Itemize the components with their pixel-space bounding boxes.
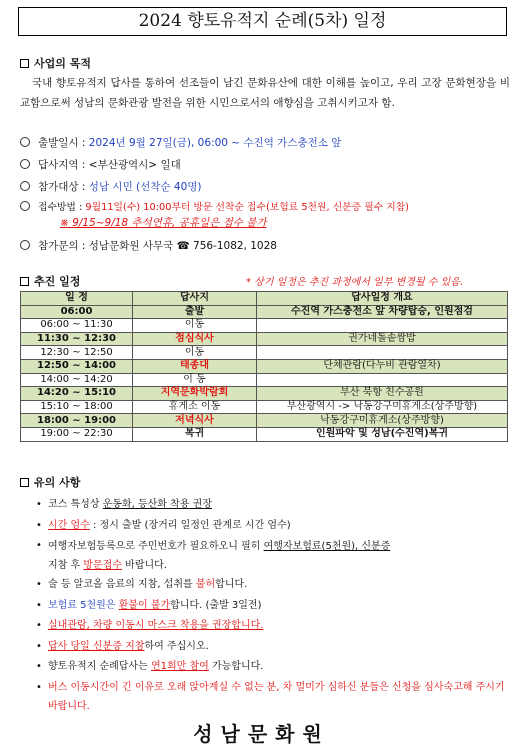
table-row: 19:00 ~ 22:30 복귀 인원파악 및 성남(수진역)복귀 <box>21 427 508 441</box>
list-item: • 버스 이동시간이 긴 이유로 오래 앉아계실 수 없는 분, 차 멀미가 심하신 분들은 신청을 심사숙고해 주시기 바랍니다. <box>36 678 506 716</box>
list-item: • 보험료 5천원은 환불이 불가합니다. (출발 3일전) <box>36 596 506 617</box>
list-item: • 시간 엄수 : 정시 출발 (장거리 일정인 관계로 시간 엄수) <box>36 516 506 537</box>
apply-row: 접수방법 : 9월11일(수) 10:00부터 방문 선착순 접수(보험료 5천원, 신분증 필수 지참) <box>20 199 515 213</box>
column-header: 답사일정 개요 <box>257 292 508 306</box>
checkbox-square-icon <box>20 478 29 487</box>
schedule-remark: * 상기 일정은 추진 과정에서 일부 변경될 수 있음. <box>246 277 464 288</box>
table-row: 14:20 ~ 15:10 지역문화박람회 부산 북항 친수공원 <box>21 387 508 401</box>
purpose-text: 국내 향토유적지 답사를 통하여 선조들이 남긴 문화유산에 대한 이해를 높이고, 우리 고장 문화현장을 비교함으로써 성남의 문화관광 발전을 위한 시민으로서의 애향심을 고취시키고자 함. <box>20 77 510 109</box>
schedule-heading <box>20 273 80 289</box>
table-row: 15:10 ~ 18:00 휴게소 이동 부산광역시 -> 낙동강구미휴게소(상주방향) <box>21 400 508 414</box>
checkbox-square-icon <box>20 59 29 68</box>
schedule-heading-label: 추진 일정 <box>34 275 81 288</box>
table-row: 06:00 ~ 11:30 이동 <box>21 319 508 333</box>
organization-footer: 성남문화원 <box>193 722 330 746</box>
list-item: • 여행자보험등록으로 주민번호가 필요하오니 필히 여행자보험료(5천원), 신분증 지참 후 방문접수 바랍니다. <box>36 536 506 575</box>
circle-bullet-icon <box>20 240 30 250</box>
target-row: 참가대상 : 성남 시민 (선착순 40명) <box>20 179 515 194</box>
table-row: 12:30 ~ 12:50 이동 <box>21 346 508 360</box>
table-row: 14:00 ~ 14:20 이 동 <box>21 373 508 387</box>
purpose-heading <box>20 55 91 71</box>
list-item: • 향토유적지 순례답사는 연1회만 참여 가능합니다. <box>36 657 506 678</box>
region-row: 답사지역 : <부산광역시> 일대 <box>20 157 515 172</box>
depart-row: 출발일시 : 2024년 9월 27일(금), 06:00 ~ 수진역 가스충전소 앞 <box>20 135 515 150</box>
table-row: 12:50 ~ 14:00 태종대 단체관람(다누비 관람열차) <box>21 359 508 373</box>
column-header: 일 정 <box>21 292 133 306</box>
notes-list <box>36 495 506 716</box>
notes-heading-label: 유의 사항 <box>34 476 81 489</box>
circle-bullet-icon <box>20 159 30 169</box>
circle-bullet-icon <box>20 201 30 211</box>
page-title: 2024 향토유적지 순례(5차) 일정 <box>18 7 507 36</box>
list-item: • 술 등 알코올 음료의 지참, 섭취를 불허합니다. <box>36 575 506 596</box>
schedule-table <box>20 291 508 442</box>
list-item: • 실내관람, 차량 이동시 마스크 착용을 권장합니다. <box>36 616 506 637</box>
column-header: 답사지 <box>133 292 257 306</box>
circle-bullet-icon <box>20 137 30 147</box>
notes-heading <box>20 474 80 490</box>
checkbox-square-icon <box>20 277 29 286</box>
list-item: • 답사 당일 신분증 지참하여 주십시오. <box>36 637 506 658</box>
apply-note: ※ 9/15~9/18 추석연휴, 공휴일은 접수 불가 <box>60 217 267 229</box>
table-row: 06:00 출발 수진역 가스충전소 앞 차량탑승, 인원점검 <box>21 305 508 319</box>
table-row: 11:30 ~ 12:30 점심식사 권가네돌솥쌈밥 <box>21 332 508 346</box>
table-header-row <box>21 292 508 306</box>
table-row: 18:00 ~ 19:00 저녁식사 낙동강구미휴게소(상주방향) <box>21 414 508 428</box>
list-item: • 코스 특성상 운동화, 등산화 착용 권장 <box>36 495 506 516</box>
purpose-heading-label: 사업의 목적 <box>34 57 91 70</box>
circle-bullet-icon <box>20 181 30 191</box>
contact-row: 참가문의 : 성남문화원 사무국 ☎ 756-1082, 1028 <box>20 238 515 253</box>
